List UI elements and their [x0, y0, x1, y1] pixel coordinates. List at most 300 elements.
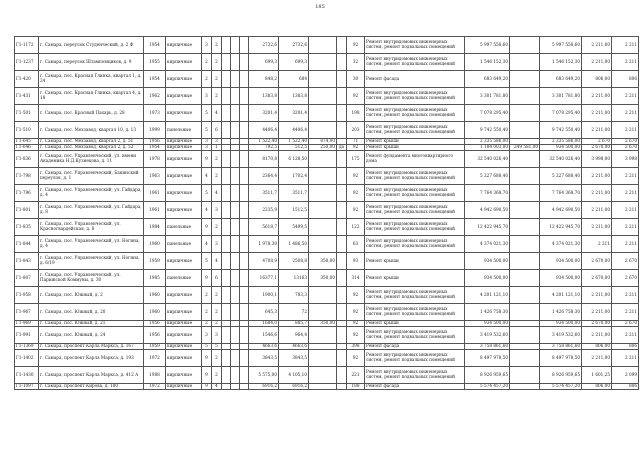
- cell-live: 699,3: [279, 54, 309, 71]
- cell-c1: 5 997 558,60: [465, 37, 510, 54]
- cell-live: 684: [279, 71, 309, 88]
- cell-nl: [309, 185, 337, 202]
- cell-nl: [309, 37, 337, 54]
- cell-fl: 9: [202, 219, 212, 236]
- cell-work: Ремонт крыши: [365, 145, 465, 151]
- cell-id: Г1-510: [15, 122, 39, 139]
- cell-area: 2235,9: [249, 202, 279, 219]
- cell-year: 1960: [144, 287, 166, 304]
- cell-empty: [240, 287, 249, 304]
- cell-en: 6: [212, 122, 222, 139]
- cell-fl: 5: [202, 253, 212, 270]
- cell-nl: [309, 54, 337, 71]
- cell-empty: [231, 37, 240, 54]
- cell-empty: [222, 151, 231, 168]
- cell-d: [337, 287, 347, 304]
- cell-empty: [231, 71, 240, 88]
- cell-c3: 7 078 295,40: [540, 105, 582, 122]
- cell-res: 32: [347, 54, 365, 71]
- cell-empty: [240, 168, 249, 185]
- cell-en: 3: [212, 202, 222, 219]
- cell-empty: [240, 350, 249, 367]
- table-row: [15, 37, 639, 54]
- cell-d: [337, 270, 347, 287]
- cell-area: 3511,7: [249, 185, 279, 202]
- cell-id: Г1-967: [15, 304, 39, 321]
- cell-c3: 934 500,00: [540, 253, 582, 270]
- table-row: [15, 304, 639, 321]
- cell-mat: кирпичные: [166, 384, 202, 390]
- cell-p2: 2 211: [612, 37, 639, 54]
- cell-p1: 2 211,00: [582, 202, 612, 219]
- cell-live: 964,4: [279, 327, 309, 344]
- cell-c1: 683 649,20: [465, 71, 510, 88]
- cell-fl: 2: [202, 54, 212, 71]
- cell-year: 1978: [144, 151, 166, 168]
- cell-empty: [231, 168, 240, 185]
- cell-c3: 5 574 457,20: [540, 384, 582, 390]
- cell-work: Ремонт крыши: [365, 321, 465, 327]
- cell-res: 93: [347, 253, 365, 270]
- cell-addr: г. Самара, проспект Карла Маркса, д. 193: [39, 350, 144, 367]
- cell-c3: 4 374 021,30: [540, 236, 582, 253]
- cell-area: 1383,8: [249, 88, 279, 105]
- cell-res: 92: [347, 37, 365, 54]
- cell-empty: [222, 219, 231, 236]
- cell-d: [337, 350, 347, 367]
- cell-c1: 934 500,00: [465, 321, 510, 327]
- cell-empty: [240, 270, 249, 287]
- cell-empty: [231, 253, 240, 270]
- cell-d: [337, 151, 347, 168]
- cell-p1: 2 670,00: [582, 253, 612, 270]
- cell-c1: 3 301 781,80: [465, 88, 510, 105]
- cell-p2: 2 211: [612, 185, 639, 202]
- cell-c3: 32 540 026,40: [540, 151, 582, 168]
- cell-mat: панельные: [166, 236, 202, 253]
- cell-year: 1956: [144, 139, 166, 145]
- cell-empty: [222, 236, 231, 253]
- table-row: [15, 367, 639, 384]
- cell-id: Г1-1097: [15, 384, 39, 390]
- cell-en: 3: [212, 139, 222, 145]
- cell-nl: 350,00: [309, 253, 337, 270]
- cell-year: 1960: [144, 304, 166, 321]
- cell-live: 2508,8: [279, 253, 309, 270]
- cell-empty: [240, 71, 249, 88]
- cell-p1: 2 211,00: [582, 105, 612, 122]
- cell-live: 1702,4: [279, 168, 309, 185]
- cell-empty: [222, 88, 231, 105]
- cell-res: 63: [347, 236, 365, 253]
- cell-res: 175: [347, 151, 365, 168]
- table-row: [15, 270, 639, 287]
- cell-p1: 2 211: [582, 236, 612, 253]
- cell-fl: 2: [202, 287, 212, 304]
- cell-area: 1 978,30: [249, 236, 279, 253]
- cell-addr: г. Самара, пос. Южный, д. 2: [39, 287, 144, 304]
- cell-c2: [510, 122, 540, 139]
- cell-empty: [240, 185, 249, 202]
- cell-c2: [510, 151, 540, 168]
- cell-d: [337, 37, 347, 54]
- cell-c1: 2 335 586,00: [465, 139, 510, 145]
- cell-fl: 9: [202, 367, 212, 384]
- cell-c3: 5 227 688,40: [540, 168, 582, 185]
- cell-empty: [231, 304, 240, 321]
- cell-mat: кирпичные: [166, 327, 202, 344]
- cell-fl: 9: [202, 270, 212, 287]
- cell-c2: [510, 270, 540, 287]
- cell-fl: 3: [202, 139, 212, 145]
- cell-c1: 9 742 550,40: [465, 122, 510, 139]
- cell-c3: 1 546 152,30: [540, 54, 582, 71]
- cell-d: [337, 202, 347, 219]
- cell-d: [337, 88, 347, 105]
- cell-live: 72: [279, 304, 309, 321]
- cell-work: Ремонт фасада: [365, 384, 465, 390]
- cell-en: 2: [212, 37, 222, 54]
- cell-fl: 5: [202, 122, 212, 139]
- cell-mat: кирпичные: [166, 88, 202, 105]
- cell-fl: 9: [202, 151, 212, 168]
- cell-area: 4406,4: [249, 122, 279, 139]
- cell-res: 203: [347, 122, 365, 139]
- cell-c2: [510, 54, 540, 71]
- cell-res: 92: [347, 168, 365, 185]
- cell-fl: 2: [202, 321, 212, 327]
- cell-c1: 4 942 690,50: [465, 202, 510, 219]
- cell-addr: г. Самара, пос. Южный, д. 21: [39, 321, 144, 327]
- cell-year: 1961: [144, 202, 166, 219]
- cell-res: 221: [347, 367, 365, 384]
- cell-nl: [309, 168, 337, 185]
- cell-c1: 32 540 026,40: [465, 151, 510, 168]
- cell-live: 5499,5: [279, 219, 309, 236]
- cell-c2: 249 581,00: [510, 145, 540, 151]
- cell-area: 645,3: [249, 304, 279, 321]
- cell-empty: [240, 304, 249, 321]
- cell-p2: 2 211: [612, 168, 639, 185]
- cell-mat: панельные: [166, 219, 202, 236]
- cell-p1: 2 211,00: [582, 185, 612, 202]
- cell-c3: 7 764 368,70: [540, 185, 582, 202]
- cell-area: 699,3: [249, 54, 279, 71]
- cell-id: Г1-420: [15, 71, 39, 88]
- cell-work: Ремонт внутридомовых инженерных систем, ремонт подвальных помещений: [365, 88, 465, 105]
- cell-c3: 4 201 121,10: [540, 287, 582, 304]
- cell-mat: кирпичные: [166, 54, 202, 71]
- cell-p2: 2 211: [612, 122, 639, 139]
- cell-p1: 2 670: [582, 139, 612, 145]
- cell-nl: [309, 367, 337, 384]
- cell-p2: 2 670: [612, 270, 639, 287]
- cell-p2: 2 211: [612, 105, 639, 122]
- cell-work: Ремонт внутридомовых инженерных систем, ремонт подвальных помещений: [365, 185, 465, 202]
- cell-c3: 8 497 978,50: [540, 350, 582, 367]
- cell-c1: 1 184 003,00: [465, 145, 510, 151]
- cell-work: Ремонт внутридомовых инженерных систем, ремонт подвальных помещений: [365, 236, 465, 253]
- cell-c3: 934 500,00: [540, 270, 582, 287]
- cell-id: Г1-1369: [15, 344, 39, 350]
- cell-c1: 4 201 121,10: [465, 287, 510, 304]
- cell-live: 1 486,50: [279, 236, 309, 253]
- cell-res: 188: [347, 384, 365, 390]
- repair-program-table: [14, 36, 639, 390]
- cell-c3: 3 301 781,80: [540, 88, 582, 105]
- cell-empty: [231, 105, 240, 122]
- cell-fl: 5: [202, 105, 212, 122]
- cell-res: 92: [347, 321, 365, 327]
- cell-area: 4663,6: [249, 344, 279, 350]
- cell-year: 1972: [144, 350, 166, 367]
- cell-empty: [231, 219, 240, 236]
- cell-c2: [510, 253, 540, 270]
- cell-empty: [231, 236, 240, 253]
- cell-nl: [309, 88, 337, 105]
- cell-p1: 2 670,00: [582, 145, 612, 151]
- cell-addr: г. Самара, пос. Южный, д. 20: [39, 304, 144, 321]
- cell-c1: 5 227 688,40: [465, 168, 510, 185]
- cell-en: 2: [212, 350, 222, 367]
- cell-empty: [222, 185, 231, 202]
- cell-c2: [510, 327, 540, 344]
- cell-year: 1959: [144, 344, 166, 350]
- cell-area: 8170,8: [249, 151, 279, 168]
- table-row: [15, 202, 639, 219]
- cell-empty: [240, 105, 249, 122]
- table-row: [15, 287, 639, 304]
- cell-d: [337, 253, 347, 270]
- cell-area: 848,2: [249, 71, 279, 88]
- cell-year: 1955: [144, 54, 166, 71]
- cell-live: 4 105,10: [279, 367, 309, 384]
- cell-id: Г1-645: [15, 139, 39, 145]
- cell-c3: 3 419 532,60: [540, 327, 582, 344]
- cell-nl: [309, 71, 337, 88]
- cell-d: [337, 168, 347, 185]
- cell-c2: [510, 384, 540, 390]
- cell-nl: 250,00: [309, 145, 337, 151]
- cell-addr: г. Самара, пос. Управленческий, ул. Гайдара, д. 4: [39, 185, 144, 202]
- cell-d: [337, 185, 347, 202]
- cell-work: Ремонт крыши: [365, 270, 465, 287]
- cell-work: Ремонт фасада: [365, 344, 465, 350]
- cell-p2: 2 670: [612, 139, 639, 145]
- cell-p2: 2 211: [612, 88, 639, 105]
- cell-res: 30: [347, 71, 365, 88]
- cell-en: 2: [212, 321, 222, 327]
- cell-p1: 806,00: [582, 384, 612, 390]
- cell-addr: г. Самара, пос. Красный Пахарь, д. 28: [39, 105, 144, 122]
- cell-p2: 2 670: [612, 253, 639, 270]
- cell-mat: кирпичные: [166, 151, 202, 168]
- cell-p2: 806: [612, 384, 639, 390]
- cell-id: Г1-807: [15, 270, 39, 287]
- cell-en: 2: [212, 287, 222, 304]
- cell-year: 1956: [144, 321, 166, 327]
- cell-work: Ремонт внутридомовых инженерных систем, ремонт подвальных помещений: [365, 202, 465, 219]
- cell-area: 16377,1: [249, 270, 279, 287]
- cell-res: 92: [347, 202, 365, 219]
- cell-id: Г1-991: [15, 327, 39, 344]
- cell-mat: кирпичные: [166, 37, 202, 54]
- cell-fl: 9: [202, 350, 212, 367]
- cell-empty: [231, 287, 240, 304]
- cell-year: 1956: [144, 327, 166, 344]
- cell-year: 1973: [144, 105, 166, 122]
- cell-live: 6 128,50: [279, 151, 309, 168]
- cell-fl: 3: [202, 37, 212, 54]
- cell-live: 3511,7: [279, 185, 309, 202]
- cell-id: Г1-836: [15, 151, 39, 168]
- cell-area: 792,5: [249, 145, 279, 151]
- table-row: [15, 236, 639, 253]
- cell-mat: кирпичные: [166, 253, 202, 270]
- cell-c3: 934 500,00: [540, 145, 582, 151]
- cell-en: 2: [212, 219, 222, 236]
- cell-mat: кирпичные: [166, 367, 202, 384]
- cell-mat: кирпичные: [166, 105, 202, 122]
- cell-id: Г1-1237: [15, 54, 39, 71]
- cell-mat: кирпичные: [166, 145, 202, 151]
- cell-p2: 806: [612, 344, 639, 350]
- cell-nl: 350,00: [309, 321, 337, 327]
- cell-live: 1 522,40: [279, 139, 309, 145]
- cell-addr: г. Самара, пос. Управленческий, Бакинский переулок, д. 1: [39, 168, 144, 185]
- cell-live: 885,7: [279, 321, 309, 327]
- cell-d: [337, 122, 347, 139]
- cell-c2: [510, 37, 540, 54]
- cell-empty: [231, 151, 240, 168]
- cell-en: 4: [212, 253, 222, 270]
- cell-area: 1546,6: [249, 327, 279, 344]
- cell-d: [337, 54, 347, 71]
- cell-c2: [510, 350, 540, 367]
- cell-id: Г1-1430: [15, 367, 39, 384]
- cell-empty: [231, 88, 240, 105]
- cell-year: 1972: [144, 384, 166, 390]
- cell-en: 4: [212, 105, 222, 122]
- cell-d: [337, 304, 347, 321]
- cell-empty: [240, 151, 249, 168]
- cell-res: 92: [347, 185, 365, 202]
- cell-mat: панельные: [166, 270, 202, 287]
- cell-work: Ремонт внутридомовых инженерных систем, ремонт подвальных помещений: [365, 37, 465, 54]
- cell-empty: [231, 384, 240, 390]
- cell-addr: г. Самара, пос. Южный, д. 24: [39, 327, 144, 344]
- cell-en: 2: [212, 151, 222, 168]
- cell-work: Ремонт внутридомовых инженерных систем, ремонт подвальных помещений: [365, 168, 465, 185]
- table-row: [15, 122, 639, 139]
- cell-empty: [231, 327, 240, 344]
- cell-area: 1900,1: [249, 287, 279, 304]
- cell-mat: панельные: [166, 122, 202, 139]
- cell-work: Ремонт внутридомовых инженерных систем, ремонт подвальных помещений: [365, 367, 465, 384]
- cell-empty: [222, 270, 231, 287]
- cell-c2: [510, 71, 540, 88]
- cell-empty: [222, 350, 231, 367]
- cell-addr: г. Самара, проспект Карла Маркса, д. 167: [39, 344, 144, 350]
- cell-empty: [222, 71, 231, 88]
- cell-nl: [309, 287, 337, 304]
- cell-d: [337, 105, 347, 122]
- cell-c3: 1 426 758,30: [540, 304, 582, 321]
- cell-p1: 2 211,00: [582, 327, 612, 344]
- cell-id: Г1-844: [15, 236, 39, 253]
- cell-empty: [231, 185, 240, 202]
- table-row: [15, 253, 639, 270]
- cell-addr: г. Самара, пос. Мехзавод, квартал 2, д. 51: [39, 139, 144, 145]
- cell-addr: г. Самара, проспект Карла Маркса, д. 412 А: [39, 367, 144, 384]
- cell-mat: кирпичные: [166, 350, 202, 367]
- table-row: [15, 151, 639, 168]
- cell-year: 1988: [144, 367, 166, 384]
- cell-empty: [240, 253, 249, 270]
- cell-work: Ремонт внутридомовых инженерных систем, ремонт подвальных помещений: [365, 304, 465, 321]
- cell-c1: 7 078 295,40: [465, 105, 510, 122]
- cell-id: Г1-798: [15, 168, 39, 185]
- cell-c1: 7 764 368,70: [465, 185, 510, 202]
- cell-c1: 8 497 978,50: [465, 350, 510, 367]
- cell-empty: [240, 54, 249, 71]
- table-row: [15, 88, 639, 105]
- cell-p1: 806,00: [582, 344, 612, 350]
- cell-empty: [222, 253, 231, 270]
- cell-nl: [309, 105, 337, 122]
- cell-en: 2: [212, 304, 222, 321]
- cell-work: Ремонт фундамента многоквартирного дома: [365, 151, 465, 168]
- cell-empty: [231, 350, 240, 367]
- cell-addr: г. Самара, переулок Студенческий, д. 2 Ф: [39, 37, 144, 54]
- cell-empty: [222, 304, 231, 321]
- cell-empty: [222, 105, 231, 122]
- cell-p1: 2 211,00: [582, 219, 612, 236]
- cell-fl: 2: [202, 304, 212, 321]
- cell-nl: [309, 202, 337, 219]
- cell-mat: кирпичные: [166, 139, 202, 145]
- cell-c3: 4 942 690,50: [540, 202, 582, 219]
- cell-fl: 5: [202, 344, 212, 350]
- cell-addr: г. Самара, пос. Управленческий, ул. Красногвардейская, д. 8: [39, 219, 144, 236]
- cell-live: 4663,6: [279, 344, 309, 350]
- cell-area: 6916,2: [249, 384, 279, 390]
- cell-nl: 350,00: [309, 270, 337, 287]
- cell-year: 1960: [144, 236, 166, 253]
- cell-addr: г. Самара, пос. Мехзавод, квартал 10, д. 13: [39, 122, 144, 139]
- cell-fl: 3: [202, 88, 212, 105]
- cell-c2: [510, 105, 540, 122]
- cell-empty: [231, 270, 240, 287]
- cell-res: 314: [347, 270, 365, 287]
- cell-c1: 4 374 021,30: [465, 236, 510, 253]
- cell-nl: [309, 350, 337, 367]
- cell-p2: 2 211: [612, 236, 639, 253]
- cell-id: Г1-1172: [15, 37, 39, 54]
- cell-live: 783,3: [279, 287, 309, 304]
- cell-c1: 934 500,00: [465, 253, 510, 270]
- cell-mat: кирпичные: [166, 71, 202, 88]
- cell-addr: г. Самара, пос. Управленческий, ул. имени Академика Н.Д.Кузнецова, д. 11: [39, 151, 144, 168]
- cell-empty: [222, 384, 231, 390]
- cell-live: 4406,4: [279, 122, 309, 139]
- cell-c2: [510, 88, 540, 105]
- cell-live: 512,5: [279, 145, 309, 151]
- cell-work: Ремонт внутридомовых инженерных систем, ремонт подвальных помещений: [365, 327, 465, 344]
- cell-area: 2364,4: [249, 168, 279, 185]
- cell-empty: [240, 122, 249, 139]
- cell-en: 2: [212, 54, 222, 71]
